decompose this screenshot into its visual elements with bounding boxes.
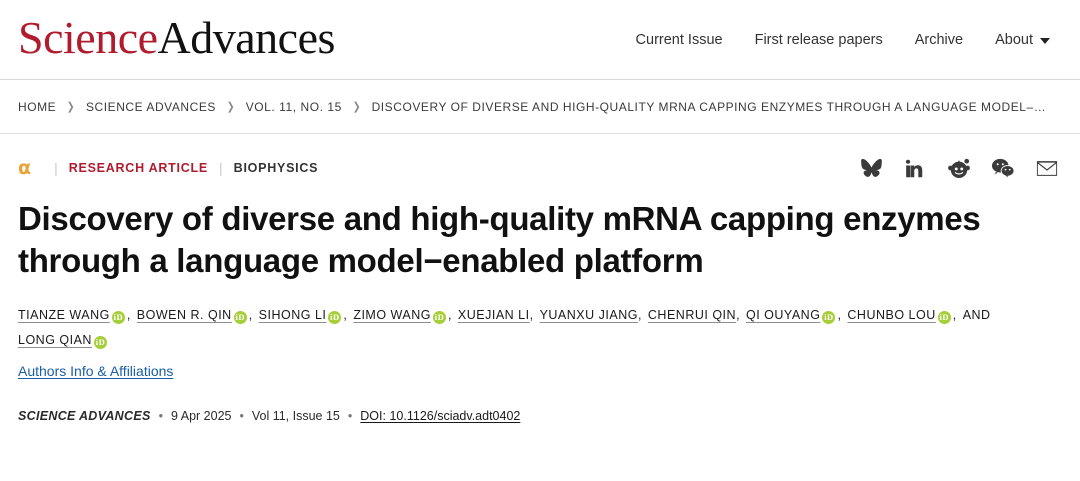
volume-issue: Vol 11, Issue 15 — [251, 409, 340, 424]
orcid-icon[interactable]: iD — [235, 312, 245, 323]
journal-name: SCIENCE ADVANCES — [18, 409, 151, 424]
breadcrumb — [0, 80, 1080, 134]
bluesky-icon[interactable] — [860, 157, 882, 179]
article-subject-badge[interactable]: BIOPHYSICS — [233, 161, 319, 175]
pubinfo-separator: • — [239, 409, 244, 424]
author-separator: , — [343, 308, 352, 323]
author-name[interactable]: QI OUYANG — [746, 308, 821, 323]
author-separator: , — [736, 308, 745, 323]
author-entry — [353, 308, 448, 322]
orcid-icon[interactable]: iD — [939, 312, 949, 323]
nav-first-release-papers[interactable]: First release papers — [754, 31, 883, 48]
breadcrumb-separator-icon: ❯ — [226, 101, 235, 113]
reddit-icon[interactable] — [948, 157, 970, 179]
author-list — [0, 281, 1080, 353]
publication-date: 9 Apr 2025 — [171, 409, 232, 424]
nav-about-label: About — [995, 31, 1033, 48]
breadcrumb-separator-icon: ❯ — [66, 101, 76, 113]
breadcrumb-item-volume[interactable]: VOL. 11, NO. 15 — [245, 99, 342, 114]
orcid-icon[interactable]: iD — [824, 312, 834, 323]
author-entry — [847, 308, 952, 322]
logo-advances: Advances — [157, 11, 335, 63]
meta-divider: | — [54, 160, 58, 176]
author-entry — [18, 333, 109, 347]
doi-label: DOI: — [360, 409, 386, 424]
meta-divider: | — [219, 160, 223, 176]
page-title: Discovery of diverse and high-quality mRNA capping enzymes through a language model−enabled platform — [18, 200, 981, 279]
doi-value: 10.1126/sciadv.adt0402 — [389, 409, 521, 424]
orcid-icon[interactable]: iD — [330, 312, 340, 323]
author-separator: , — [837, 308, 846, 323]
breadcrumb-item-article: DISCOVERY OF DIVERSE AND HIGH-QUALITY MRNA CAPPING ENZYMES THROUGH A LANGUAGE MODEL–… — [371, 99, 1047, 114]
nav-current-issue[interactable]: Current Issue — [635, 31, 723, 48]
author-entry — [746, 308, 837, 322]
orcid-icon[interactable]: iD — [434, 312, 445, 323]
nav-archive[interactable]: Archive — [914, 31, 964, 48]
orcid-icon[interactable]: iD — [113, 312, 124, 323]
publication-info — [0, 381, 1080, 423]
article-type-badge: RESEARCH ARTICLE — [68, 161, 209, 175]
author-name[interactable]: XUEJIAN LI — [457, 308, 530, 323]
author-separator: , — [952, 308, 961, 323]
author-name[interactable]: TIANZE WANG — [18, 308, 110, 323]
primary-navigation — [636, 32, 1056, 48]
nav-about[interactable] — [995, 32, 1050, 48]
author-name[interactable]: BOWEN R. QIN — [136, 308, 232, 323]
author-entry — [259, 308, 344, 322]
author-separator: , — [637, 308, 646, 323]
author-name[interactable]: ZIMO WANG — [353, 308, 431, 323]
orcid-icon[interactable]: iD — [95, 337, 106, 348]
author-name[interactable]: CHUNBO LOU — [847, 308, 936, 323]
author-name[interactable]: CHENRUI QIN — [647, 308, 737, 323]
email-icon[interactable] — [1036, 157, 1058, 179]
author-separator: , — [447, 308, 456, 323]
author-separator: , — [529, 308, 538, 323]
author-separator: , — [126, 308, 135, 323]
breadcrumb-item-home[interactable]: HOME — [18, 99, 57, 114]
chevron-down-icon — [1040, 38, 1050, 44]
author-name[interactable]: YUANXU JIANG — [539, 308, 638, 323]
author-entry — [137, 308, 249, 322]
logo-science: Science — [18, 11, 158, 63]
breadcrumb-item-journal[interactable]: SCIENCE ADVANCES — [85, 99, 216, 114]
author-name[interactable]: LONG QIAN — [18, 333, 92, 348]
site-header — [0, 0, 1080, 80]
pubinfo-separator: • — [158, 409, 163, 424]
author-name[interactable]: SIHONG LI — [258, 308, 327, 323]
wechat-icon[interactable] — [992, 157, 1014, 179]
author-conjunction: AND — [962, 308, 991, 323]
pubinfo-separator: • — [347, 409, 353, 424]
share-bar — [860, 157, 1058, 179]
doi-link[interactable] — [360, 409, 520, 423]
authors-info-affiliations-link[interactable]: Authors Info & Affiliations — [18, 363, 174, 380]
author-separator: , — [248, 308, 257, 323]
article-meta-row — [0, 134, 1080, 180]
linkedin-icon[interactable] — [904, 157, 926, 179]
affiliations-row — [0, 353, 1080, 381]
site-logo[interactable] — [18, 11, 335, 63]
open-access-icon: ⍺ — [18, 156, 32, 179]
breadcrumb-separator-icon: ❯ — [352, 101, 361, 113]
author-entry — [18, 308, 127, 322]
